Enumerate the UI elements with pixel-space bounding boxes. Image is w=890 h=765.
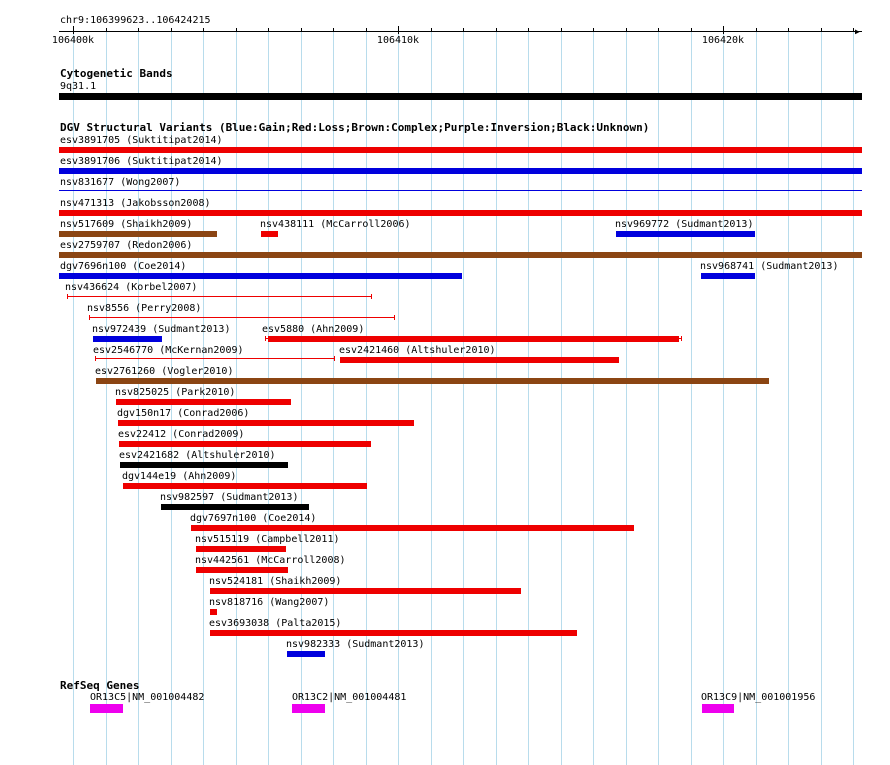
variant-bar[interactable] — [96, 378, 769, 384]
ruler-minor-tick — [788, 28, 789, 32]
refseq-track-title: RefSeq Genes — [60, 679, 140, 692]
variant-bar[interactable] — [210, 588, 521, 594]
cytoband-bar[interactable] — [59, 93, 862, 100]
variant-bar[interactable] — [59, 168, 862, 174]
ruler-line — [59, 31, 862, 32]
ruler-minor-tick — [268, 28, 269, 32]
variant-bar[interactable] — [59, 210, 862, 216]
variant-label: esv2546770 (McKernan2009) — [93, 345, 244, 356]
grid-line — [333, 28, 334, 765]
variant-label: nsv982333 (Sudmant2013) — [286, 639, 425, 650]
variant-label: nsv442561 (McCarroll2008) — [195, 555, 346, 566]
ruler-minor-tick — [691, 28, 692, 32]
variant-cap — [95, 356, 96, 361]
variant-bar[interactable] — [191, 525, 634, 531]
grid-line — [431, 28, 432, 765]
ruler-minor-tick — [138, 28, 139, 32]
variant-bar[interactable] — [89, 317, 395, 318]
variant-label: nsv972439 (Sudmant2013) — [92, 324, 231, 335]
variant-bar[interactable] — [59, 190, 862, 191]
ruler-major-tick — [398, 26, 399, 34]
ruler-minor-tick — [106, 28, 107, 32]
ruler-minor-tick — [561, 28, 562, 32]
variant-label: nsv831677 (Wong2007) — [60, 177, 181, 188]
variant-label: esv5880 (Ahn2009) — [262, 324, 365, 335]
grid-line — [528, 28, 529, 765]
variant-label: esv2421460 (Altshuler2010) — [339, 345, 496, 356]
grid-line — [593, 28, 594, 765]
variant-label: esv2421682 (Altshuler2010) — [119, 450, 276, 461]
grid-line — [561, 28, 562, 765]
ruler-minor-tick — [496, 28, 497, 32]
variant-bar[interactable] — [287, 651, 325, 657]
variant-thick-segment — [268, 336, 679, 342]
variant-bar[interactable] — [210, 609, 217, 615]
variant-bar[interactable] — [95, 358, 335, 359]
variant-label: esv2759707 (Redon2006) — [60, 240, 193, 251]
ruler-minor-tick — [366, 28, 367, 32]
variant-label: dgv7696n100 (Coe2014) — [60, 261, 187, 272]
variant-label: nsv982597 (Sudmant2013) — [160, 492, 299, 503]
ruler-minor-tick — [528, 28, 529, 32]
grid-line — [723, 28, 724, 765]
variant-cap — [394, 315, 395, 320]
variant-label: nsv818716 (Wang2007) — [209, 597, 330, 608]
variant-bar[interactable] — [196, 567, 288, 573]
ruler-tick-label: 106400k — [51, 35, 95, 46]
variant-label: nsv436624 (Korbel2007) — [65, 282, 198, 293]
variant-label: nsv471313 (Jakobsson2008) — [60, 198, 211, 209]
grid-line — [236, 28, 237, 765]
ruler-minor-tick — [756, 28, 757, 32]
grid-line — [691, 28, 692, 765]
variant-bar[interactable] — [67, 296, 372, 297]
ruler-minor-tick — [333, 28, 334, 32]
variant-label: nsv515119 (Campbell2011) — [195, 534, 340, 545]
variant-label: nsv438111 (McCarroll2006) — [260, 219, 411, 230]
gene-label: OR13C2|NM_001004481 — [292, 692, 407, 703]
variant-bar[interactable] — [59, 147, 862, 153]
variant-label: nsv969772 (Sudmant2013) — [615, 219, 754, 230]
variant-label: dgv150n17 (Conrad2006) — [117, 408, 250, 419]
variant-bar[interactable] — [265, 338, 682, 339]
ruler-minor-tick — [171, 28, 172, 32]
variant-bar[interactable] — [196, 546, 286, 552]
ruler-major-tick — [723, 26, 724, 34]
variant-label: dgv144e19 (Ahn2009) — [122, 471, 237, 482]
gene-bar[interactable] — [90, 704, 123, 713]
grid-line — [821, 28, 822, 765]
variant-label: esv3891705 (Suktitipat2014) — [60, 135, 223, 146]
variant-bar[interactable] — [616, 231, 755, 237]
variant-label: nsv968741 (Sudmant2013) — [700, 261, 839, 272]
ruler-minor-tick — [626, 28, 627, 32]
variant-label: esv3693038 (Palta2015) — [209, 618, 342, 629]
variant-bar[interactable] — [59, 231, 217, 237]
ruler-major-tick — [73, 26, 74, 34]
gene-bar[interactable] — [702, 704, 734, 713]
variant-bar[interactable] — [210, 630, 577, 636]
ruler-tick-label: 106410k — [376, 35, 420, 46]
variant-label: nsv8556 (Perry2008) — [87, 303, 202, 314]
grid-line — [788, 28, 789, 765]
variant-cap — [89, 315, 90, 320]
variant-label: dgv7697n100 (Coe2014) — [190, 513, 317, 524]
ruler-minor-tick — [301, 28, 302, 32]
grid-line — [366, 28, 367, 765]
variant-label: esv22412 (Conrad2009) — [118, 429, 245, 440]
ruler-minor-tick — [821, 28, 822, 32]
variant-cap — [681, 336, 682, 341]
variant-bar[interactable] — [93, 336, 162, 342]
grid-line — [756, 28, 757, 765]
variant-bar[interactable] — [261, 231, 278, 237]
ruler[interactable] — [0, 0, 890, 48]
grid-line — [398, 28, 399, 765]
variant-label: nsv524181 (Shaikh2009) — [209, 576, 342, 587]
variant-bar[interactable] — [118, 420, 414, 426]
grid-line — [853, 28, 854, 765]
location-label: chr9:106399623..106424215 — [60, 15, 211, 26]
gene-label: OR13C5|NM_001004482 — [90, 692, 205, 703]
variant-bar[interactable] — [701, 273, 755, 279]
variant-bar[interactable] — [120, 462, 288, 468]
ruler-minor-tick — [236, 28, 237, 32]
variant-bar[interactable] — [116, 399, 291, 405]
variant-bar[interactable] — [123, 483, 367, 489]
variant-cap — [334, 356, 335, 361]
variant-label: esv3891706 (Suktitipat2014) — [60, 156, 223, 167]
ruler-minor-tick — [463, 28, 464, 32]
gene-label: OR13C9|NM_001001956 — [701, 692, 816, 703]
ruler-tick-label: 106420k — [701, 35, 745, 46]
grid-line — [658, 28, 659, 765]
ruler-minor-tick — [658, 28, 659, 32]
variant-bar[interactable] — [59, 252, 862, 258]
dgv-track-title: DGV Structural Variants (Blue:Gain;Red:Loss;Brown:Complex;Purple:Inversion;Black:Unknown) — [60, 121, 650, 134]
cytoband-track-title: Cytogenetic Bands — [60, 67, 173, 80]
ruler-minor-tick — [853, 28, 854, 32]
grid-line — [626, 28, 627, 765]
gene-bar[interactable] — [292, 704, 325, 713]
variant-bar[interactable] — [161, 504, 309, 510]
ruler-minor-tick — [593, 28, 594, 32]
variant-bar[interactable] — [340, 357, 619, 363]
cytoband-label: 9q31.1 — [60, 81, 97, 92]
grid-line — [463, 28, 464, 765]
ruler-minor-tick — [431, 28, 432, 32]
variant-bar[interactable] — [119, 441, 371, 447]
variant-label: nsv825025 (Park2010) — [115, 387, 236, 398]
variant-cap — [265, 336, 266, 341]
ruler-minor-tick — [203, 28, 204, 32]
variant-bar[interactable] — [59, 273, 462, 279]
variant-label: nsv517609 (Shaikh2009) — [60, 219, 193, 230]
variant-label: esv2761260 (Vogler2010) — [95, 366, 234, 377]
grid-line — [268, 28, 269, 765]
variant-cap — [371, 294, 372, 299]
grid-line — [496, 28, 497, 765]
ruler-arrow-icon: ▶ — [855, 27, 860, 36]
variant-cap — [67, 294, 68, 299]
